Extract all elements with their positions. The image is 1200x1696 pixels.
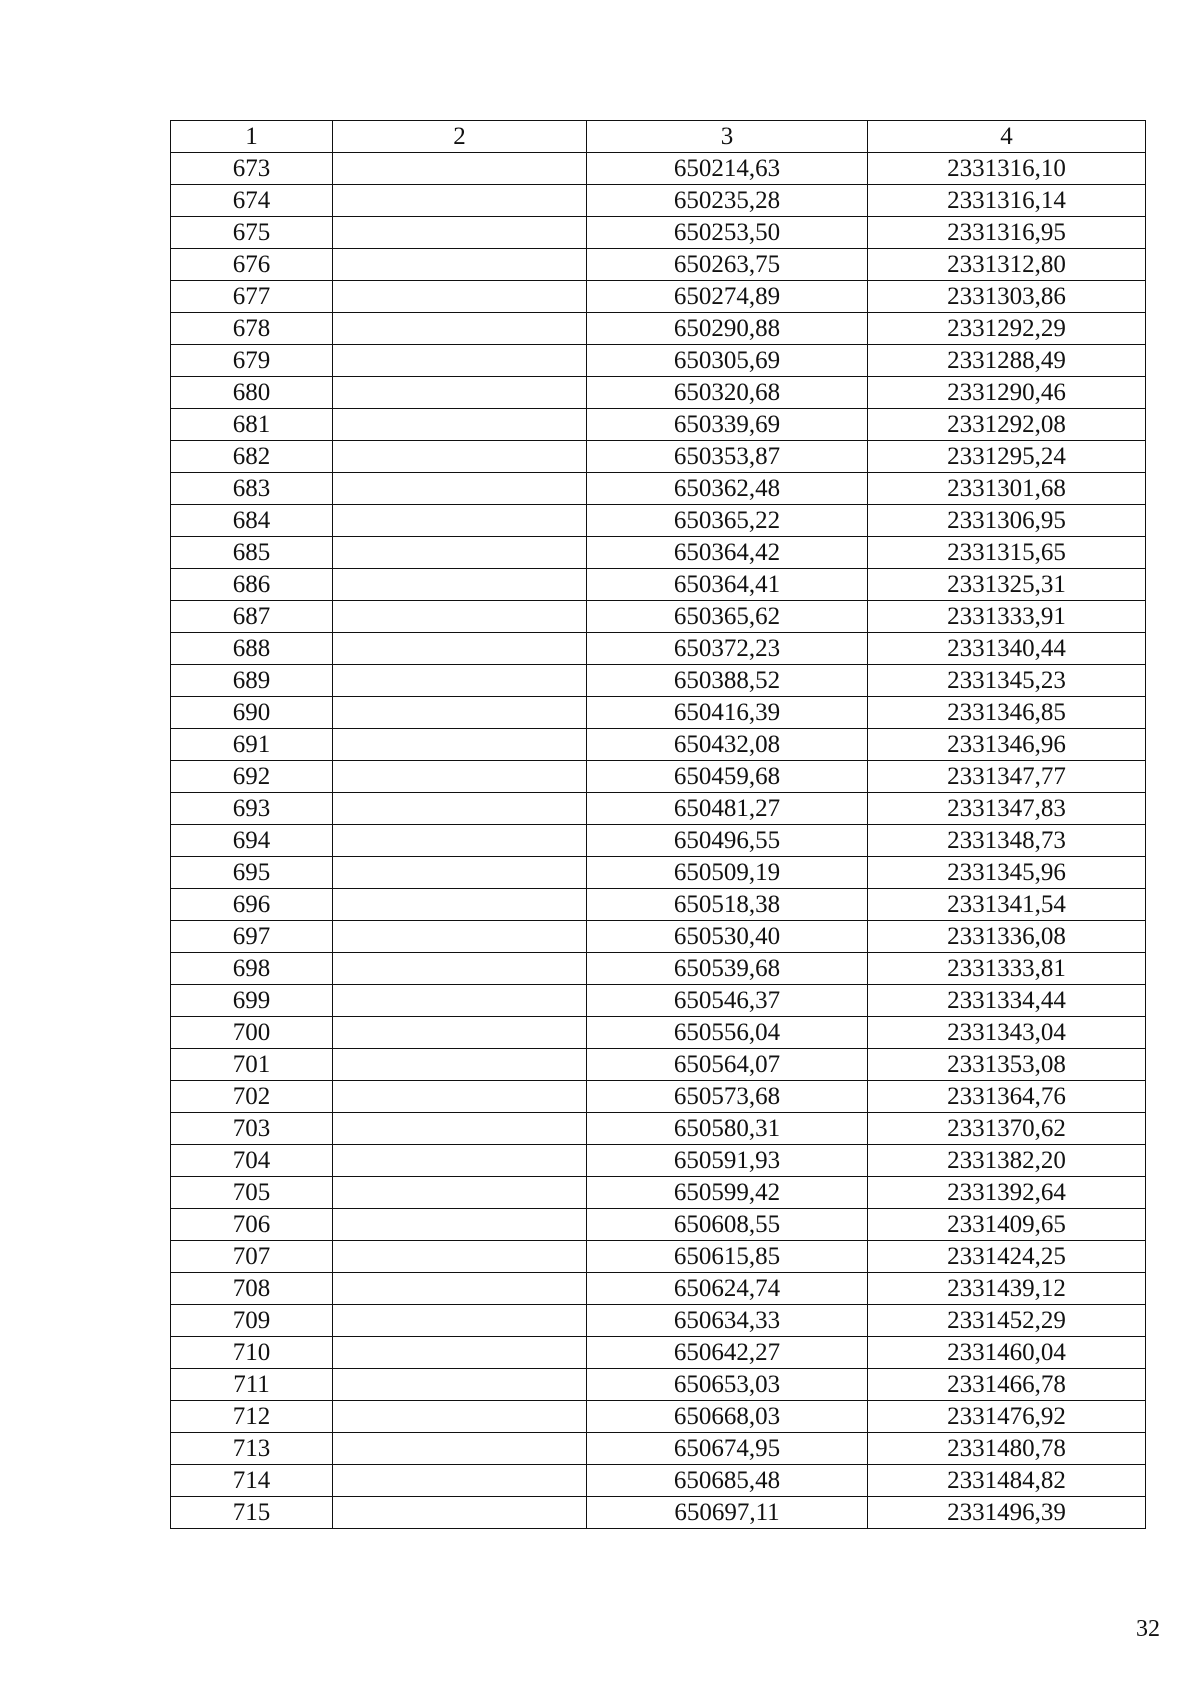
table-row <box>171 1369 1146 1401</box>
x-coordinate-cell: 650615,85 <box>587 1241 868 1273</box>
y-coordinate-cell: 2331347,83 <box>868 793 1146 825</box>
y-coordinate-cell: 2331333,91 <box>868 601 1146 633</box>
note-cell <box>333 601 587 633</box>
table-row <box>171 1081 1146 1113</box>
x-coordinate-cell: 650599,42 <box>587 1177 868 1209</box>
table-row <box>171 409 1146 441</box>
y-coordinate-cell: 2331333,81 <box>868 953 1146 985</box>
y-coordinate-cell: 2331346,96 <box>868 729 1146 761</box>
note-cell <box>333 921 587 953</box>
table-row <box>171 313 1146 345</box>
x-coordinate-cell: 650653,03 <box>587 1369 868 1401</box>
note-cell <box>333 153 587 185</box>
x-coordinate-cell: 650372,23 <box>587 633 868 665</box>
table-row <box>171 1145 1146 1177</box>
note-cell <box>333 1401 587 1433</box>
x-coordinate-cell: 650674,95 <box>587 1433 868 1465</box>
table-row <box>171 1465 1146 1497</box>
y-coordinate-cell: 2331340,44 <box>868 633 1146 665</box>
y-coordinate-cell: 2331334,44 <box>868 985 1146 1017</box>
x-coordinate-cell: 650416,39 <box>587 697 868 729</box>
note-cell <box>333 1209 587 1241</box>
y-coordinate-cell: 2331353,08 <box>868 1049 1146 1081</box>
x-coordinate-cell: 650556,04 <box>587 1017 868 1049</box>
note-cell <box>333 1337 587 1369</box>
x-coordinate-cell: 650290,88 <box>587 313 868 345</box>
y-coordinate-cell: 2331382,20 <box>868 1145 1146 1177</box>
point-number-cell: 681 <box>171 409 333 441</box>
table-row <box>171 345 1146 377</box>
table-row <box>171 281 1146 313</box>
x-coordinate-cell: 650685,48 <box>587 1465 868 1497</box>
point-number-cell: 700 <box>171 1017 333 1049</box>
y-coordinate-cell: 2331409,65 <box>868 1209 1146 1241</box>
y-coordinate-cell: 2331484,82 <box>868 1465 1146 1497</box>
table-row <box>171 697 1146 729</box>
x-coordinate-cell: 650591,93 <box>587 1145 868 1177</box>
table-row <box>171 1017 1146 1049</box>
y-coordinate-cell: 2331348,73 <box>868 825 1146 857</box>
y-coordinate-cell: 2331439,12 <box>868 1273 1146 1305</box>
y-coordinate-cell: 2331346,85 <box>868 697 1146 729</box>
point-number-cell: 711 <box>171 1369 333 1401</box>
table-row <box>171 601 1146 633</box>
point-number-cell: 682 <box>171 441 333 473</box>
point-number-cell: 702 <box>171 1081 333 1113</box>
table-row <box>171 1049 1146 1081</box>
point-number-cell: 677 <box>171 281 333 313</box>
note-cell <box>333 633 587 665</box>
x-coordinate-cell: 650624,74 <box>587 1273 868 1305</box>
note-cell <box>333 345 587 377</box>
y-coordinate-cell: 2331392,64 <box>868 1177 1146 1209</box>
y-coordinate-cell: 2331460,04 <box>868 1337 1146 1369</box>
x-coordinate-cell: 650539,68 <box>587 953 868 985</box>
note-cell <box>333 825 587 857</box>
table-row <box>171 633 1146 665</box>
x-coordinate-cell: 650518,38 <box>587 889 868 921</box>
y-coordinate-cell: 2331292,29 <box>868 313 1146 345</box>
note-cell <box>333 313 587 345</box>
y-coordinate-cell: 2331424,25 <box>868 1241 1146 1273</box>
x-coordinate-cell: 650580,31 <box>587 1113 868 1145</box>
note-cell <box>333 793 587 825</box>
note-cell <box>333 1273 587 1305</box>
x-coordinate-cell: 650608,55 <box>587 1209 868 1241</box>
y-coordinate-cell: 2331347,77 <box>868 761 1146 793</box>
note-cell <box>333 985 587 1017</box>
y-coordinate-cell: 2331345,23 <box>868 665 1146 697</box>
x-coordinate-cell: 650459,68 <box>587 761 868 793</box>
table-row <box>171 1241 1146 1273</box>
x-coordinate-cell: 650365,62 <box>587 601 868 633</box>
table-row <box>171 1337 1146 1369</box>
note-cell <box>333 857 587 889</box>
y-coordinate-cell: 2331315,65 <box>868 537 1146 569</box>
note-cell <box>333 1049 587 1081</box>
table-row <box>171 1433 1146 1465</box>
point-number-cell: 676 <box>171 249 333 281</box>
point-number-cell: 710 <box>171 1337 333 1369</box>
note-cell <box>333 281 587 313</box>
x-coordinate-cell: 650214,63 <box>587 153 868 185</box>
y-coordinate-cell: 2331466,78 <box>868 1369 1146 1401</box>
point-number-cell: 690 <box>171 697 333 729</box>
note-cell <box>333 185 587 217</box>
note-cell <box>333 409 587 441</box>
table-row <box>171 377 1146 409</box>
y-coordinate-cell: 2331295,24 <box>868 441 1146 473</box>
note-cell <box>333 505 587 537</box>
table-row <box>171 1177 1146 1209</box>
y-coordinate-cell: 2331345,96 <box>868 857 1146 889</box>
note-cell <box>333 1177 587 1209</box>
x-coordinate-cell: 650573,68 <box>587 1081 868 1113</box>
table-row <box>171 921 1146 953</box>
y-coordinate-cell: 2331292,08 <box>868 409 1146 441</box>
note-cell <box>333 761 587 793</box>
point-number-cell: 712 <box>171 1401 333 1433</box>
x-coordinate-cell: 650697,11 <box>587 1497 868 1529</box>
x-coordinate-cell: 650496,55 <box>587 825 868 857</box>
x-coordinate-cell: 650362,48 <box>587 473 868 505</box>
x-coordinate-cell: 650530,40 <box>587 921 868 953</box>
table-row <box>171 729 1146 761</box>
point-number-cell: 683 <box>171 473 333 505</box>
table-body <box>171 153 1146 1529</box>
x-coordinate-cell: 650642,27 <box>587 1337 868 1369</box>
point-number-cell: 696 <box>171 889 333 921</box>
table-row <box>171 825 1146 857</box>
point-number-cell: 692 <box>171 761 333 793</box>
table-row <box>171 1401 1146 1433</box>
page-number: 32 <box>1136 1616 1160 1642</box>
note-cell <box>333 953 587 985</box>
note-cell <box>333 889 587 921</box>
table-row <box>171 473 1146 505</box>
table-row <box>171 217 1146 249</box>
point-number-cell: 680 <box>171 377 333 409</box>
table-row <box>171 537 1146 569</box>
point-number-cell: 694 <box>171 825 333 857</box>
y-coordinate-cell: 2331341,54 <box>868 889 1146 921</box>
point-number-cell: 704 <box>171 1145 333 1177</box>
point-number-cell: 687 <box>171 601 333 633</box>
table-row <box>171 953 1146 985</box>
note-cell <box>333 1497 587 1529</box>
table-row <box>171 1209 1146 1241</box>
column-header-1: 1 <box>171 121 333 153</box>
table-row <box>171 1273 1146 1305</box>
point-number-cell: 693 <box>171 793 333 825</box>
point-number-cell: 706 <box>171 1209 333 1241</box>
y-coordinate-cell: 2331325,31 <box>868 569 1146 601</box>
table-row <box>171 153 1146 185</box>
note-cell <box>333 537 587 569</box>
column-header-2: 2 <box>333 121 587 153</box>
coordinates-table <box>170 120 1146 1529</box>
table-row <box>171 889 1146 921</box>
x-coordinate-cell: 650235,28 <box>587 185 868 217</box>
x-coordinate-cell: 650364,41 <box>587 569 868 601</box>
x-coordinate-cell: 650668,03 <box>587 1401 868 1433</box>
point-number-cell: 705 <box>171 1177 333 1209</box>
note-cell <box>333 697 587 729</box>
x-coordinate-cell: 650509,19 <box>587 857 868 889</box>
note-cell <box>333 1081 587 1113</box>
y-coordinate-cell: 2331343,04 <box>868 1017 1146 1049</box>
y-coordinate-cell: 2331364,76 <box>868 1081 1146 1113</box>
table-row <box>171 665 1146 697</box>
table-row <box>171 1113 1146 1145</box>
note-cell <box>333 1465 587 1497</box>
x-coordinate-cell: 650253,50 <box>587 217 868 249</box>
point-number-cell: 684 <box>171 505 333 537</box>
note-cell <box>333 1369 587 1401</box>
point-number-cell: 673 <box>171 153 333 185</box>
y-coordinate-cell: 2331316,95 <box>868 217 1146 249</box>
point-number-cell: 714 <box>171 1465 333 1497</box>
y-coordinate-cell: 2331316,10 <box>868 153 1146 185</box>
x-coordinate-cell: 650432,08 <box>587 729 868 761</box>
table-row <box>171 985 1146 1017</box>
x-coordinate-cell: 650634,33 <box>587 1305 868 1337</box>
table-row <box>171 249 1146 281</box>
x-coordinate-cell: 650305,69 <box>587 345 868 377</box>
note-cell <box>333 1145 587 1177</box>
note-cell <box>333 377 587 409</box>
note-cell <box>333 1017 587 1049</box>
point-number-cell: 703 <box>171 1113 333 1145</box>
table-row <box>171 857 1146 889</box>
y-coordinate-cell: 2331452,29 <box>868 1305 1146 1337</box>
note-cell <box>333 1113 587 1145</box>
point-number-cell: 675 <box>171 217 333 249</box>
table-row <box>171 793 1146 825</box>
y-coordinate-cell: 2331476,92 <box>868 1401 1146 1433</box>
table-row <box>171 1497 1146 1529</box>
point-number-cell: 688 <box>171 633 333 665</box>
x-coordinate-cell: 650365,22 <box>587 505 868 537</box>
y-coordinate-cell: 2331301,68 <box>868 473 1146 505</box>
y-coordinate-cell: 2331312,80 <box>868 249 1146 281</box>
point-number-cell: 686 <box>171 569 333 601</box>
x-coordinate-cell: 650353,87 <box>587 441 868 473</box>
point-number-cell: 715 <box>171 1497 333 1529</box>
y-coordinate-cell: 2331370,62 <box>868 1113 1146 1145</box>
table-header-row <box>171 121 1146 153</box>
note-cell <box>333 1241 587 1273</box>
note-cell <box>333 665 587 697</box>
y-coordinate-cell: 2331290,46 <box>868 377 1146 409</box>
note-cell <box>333 217 587 249</box>
point-number-cell: 678 <box>171 313 333 345</box>
point-number-cell: 699 <box>171 985 333 1017</box>
y-coordinate-cell: 2331336,08 <box>868 921 1146 953</box>
point-number-cell: 707 <box>171 1241 333 1273</box>
y-coordinate-cell: 2331306,95 <box>868 505 1146 537</box>
point-number-cell: 697 <box>171 921 333 953</box>
point-number-cell: 685 <box>171 537 333 569</box>
x-coordinate-cell: 650320,68 <box>587 377 868 409</box>
point-number-cell: 689 <box>171 665 333 697</box>
x-coordinate-cell: 650481,27 <box>587 793 868 825</box>
table-row <box>171 185 1146 217</box>
column-header-3: 3 <box>587 121 868 153</box>
x-coordinate-cell: 650546,37 <box>587 985 868 1017</box>
x-coordinate-cell: 650364,42 <box>587 537 868 569</box>
point-number-cell: 674 <box>171 185 333 217</box>
table-row <box>171 441 1146 473</box>
table-row <box>171 569 1146 601</box>
x-coordinate-cell: 650274,89 <box>587 281 868 313</box>
note-cell <box>333 473 587 505</box>
point-number-cell: 708 <box>171 1273 333 1305</box>
table-row <box>171 1305 1146 1337</box>
point-number-cell: 691 <box>171 729 333 761</box>
point-number-cell: 709 <box>171 1305 333 1337</box>
y-coordinate-cell: 2331303,86 <box>868 281 1146 313</box>
point-number-cell: 713 <box>171 1433 333 1465</box>
note-cell <box>333 729 587 761</box>
x-coordinate-cell: 650388,52 <box>587 665 868 697</box>
point-number-cell: 695 <box>171 857 333 889</box>
y-coordinate-cell: 2331480,78 <box>868 1433 1146 1465</box>
x-coordinate-cell: 650564,07 <box>587 1049 868 1081</box>
note-cell <box>333 569 587 601</box>
note-cell <box>333 249 587 281</box>
point-number-cell: 698 <box>171 953 333 985</box>
y-coordinate-cell: 2331316,14 <box>868 185 1146 217</box>
point-number-cell: 701 <box>171 1049 333 1081</box>
x-coordinate-cell: 650339,69 <box>587 409 868 441</box>
point-number-cell: 679 <box>171 345 333 377</box>
y-coordinate-cell: 2331496,39 <box>868 1497 1146 1529</box>
x-coordinate-cell: 650263,75 <box>587 249 868 281</box>
table-row <box>171 761 1146 793</box>
table-row <box>171 505 1146 537</box>
note-cell <box>333 1433 587 1465</box>
y-coordinate-cell: 2331288,49 <box>868 345 1146 377</box>
column-header-4: 4 <box>868 121 1146 153</box>
note-cell <box>333 1305 587 1337</box>
note-cell <box>333 441 587 473</box>
